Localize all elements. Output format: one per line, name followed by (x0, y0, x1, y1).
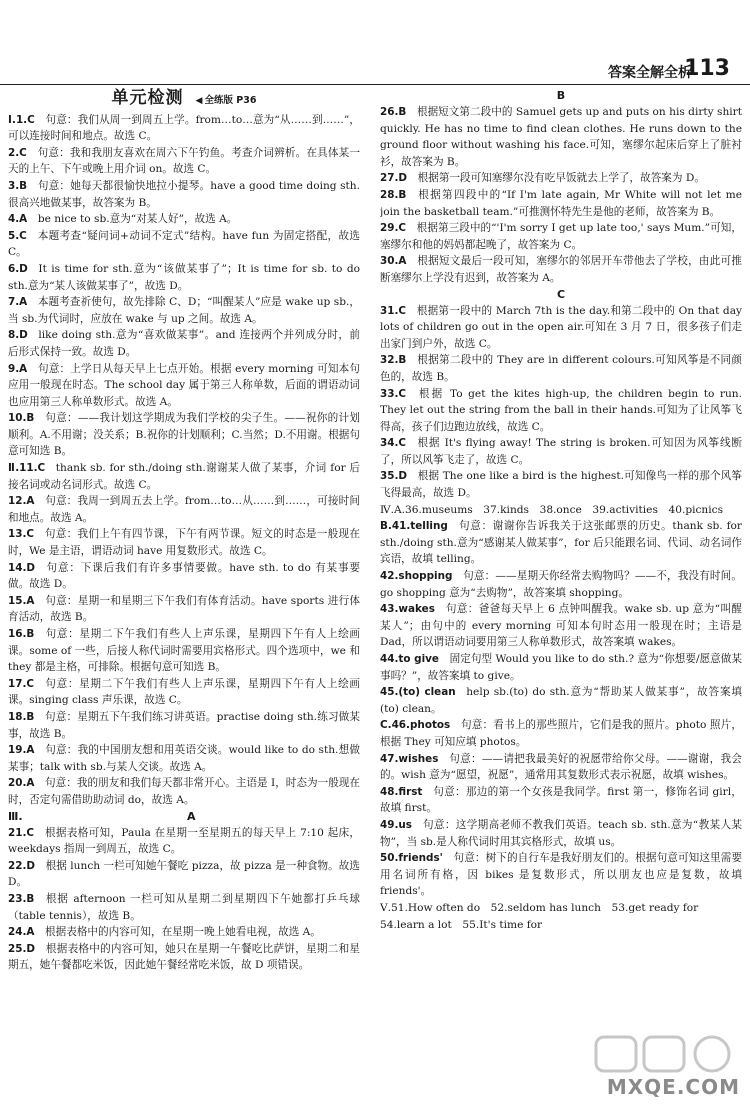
answer-item (8, 460, 360, 493)
answer-explanation: 固定句型 Would you like to do sth.? 意为“你想要/愿意做某事吗？”，故答案填 to give。 (380, 653, 742, 682)
part-number: Ⅲ. (8, 809, 23, 823)
answer-explanation: 根据 To get the kites high-up, the children begin to run. They let out the string from the ball in their hands.可知为了让风筝飞得高，孩子们边跑边放线，故选 C。 (380, 387, 742, 433)
answer-number: 42.shopping (380, 570, 453, 583)
answer-number: Ⅰ.1.C (8, 113, 35, 126)
answer-number: 45.(to) clean (380, 686, 456, 699)
answer-explanation: 句意：上学日从每天早上七点开始。根据 every morning 可知本句应用一般现在时态。The school day 属于第三人称单数，后面的谓语动词也应用第三人称单数形式。故选 A。 (8, 362, 360, 408)
section-title: 单元检测 (111, 88, 184, 108)
answer-number: 14.D (8, 561, 36, 574)
answer-item (380, 601, 742, 651)
answer-item (8, 891, 360, 924)
answer-item (8, 676, 360, 709)
answer-explanation: 根据第四段中的“If I'm late again, Mr White will not let me join the basketball team.”可推测怀特先生是他的老师，故答案为 B。 (380, 188, 742, 218)
answer-number: 26.B (380, 106, 407, 118)
answer-item (8, 112, 360, 145)
answer-number: 27.D (380, 172, 408, 185)
answer-item (8, 560, 360, 593)
answer-item (380, 784, 742, 817)
answer-item (8, 327, 360, 360)
answer-number: 12.A (8, 495, 35, 508)
answer-number: 47.wishes (380, 752, 439, 765)
answer-explanation: 根据 It's flying away! The string is broken.可知因为风筝线断了，所以风筝飞走了，故选 C。 (380, 437, 742, 466)
passage-heading (380, 287, 742, 303)
answer-number: Ⅱ.11.C (8, 462, 46, 475)
answer-number: 15.A (8, 594, 35, 607)
header-title: 答案全解全析 (608, 65, 692, 81)
right-column (380, 88, 742, 1088)
answer-number: 33.C (380, 387, 407, 400)
answer-item (8, 361, 360, 411)
answer-item (380, 684, 742, 717)
answer-explanation: 句意：我和我朋友喜欢在周六下午钓鱼。考查介词辨析。在具体某一天的上午、下午或晚上用介词 on。故选 C。 (8, 146, 360, 176)
answer-number: 43.wakes (380, 603, 435, 616)
answer-line: Ⅳ.A.36.museums 37.kinds 38.once 39.activities 40.picnics (380, 503, 724, 516)
answer-number: 20.A (8, 777, 35, 790)
answer-explanation: It is time for sth.意为“该做某事了”；It is time for sb. to do sth.意为“某人该做某事了”，故选 D。 (8, 262, 360, 292)
answer-item (380, 468, 742, 501)
answer-number: 34.C (380, 437, 407, 450)
answer-item (8, 228, 360, 261)
page-header (0, 0, 750, 90)
edition-tag (196, 93, 257, 110)
answer-explanation: be nice to sb.意为“对某人好”，故选 A。 (37, 213, 238, 226)
answer-number: 4.A (8, 213, 28, 226)
answer-explanation: 句意：谢谢你告诉我关于这张邮票的历史。thank sb. for sth./doing sth.意为“感谢某人做某事”，for 后只能跟名词、代词、动名词作宾语，故填 telling。 (380, 520, 742, 566)
answer-explanation: 句意：我们从周一到周五上学。from…to…意为“从……到……”，可以连接时间和地点。故选 C。 (8, 113, 360, 143)
answer-number: 18.B (8, 710, 35, 723)
answer-number: 25.D (8, 942, 36, 955)
answer-explanation: 句意：我的朋友和我们每天都非常开心。主语是 I，时态为一般现在时，否定句需借助助动词 do，故选 A。 (8, 777, 360, 806)
answer-explanation: 根据 afternoon 一栏可知从星期二到星期四下午她都打乒乓球（table tennis），故选 B。 (8, 892, 360, 922)
answer-item (380, 751, 742, 784)
answer-explanation: 句意：我们上午有四节课，下午有两节课。短文的时态是一般现在时，We 是主语，谓语动词 have 用复数形式。故选 C。 (8, 528, 360, 558)
answer-item (380, 303, 742, 353)
answer-number: 3.B (8, 179, 28, 192)
watermark-text: MXQE.COM (606, 1075, 740, 1099)
answer-explanation: 本题考查“疑问词+动词不定式”结构。have fun 为固定搭配，故选 C。 (8, 229, 360, 259)
answer-number: 49.us (380, 818, 412, 831)
edition-tag-label: 全练版 P36 (204, 95, 257, 106)
answer-number: 44.to give (380, 653, 439, 665)
answer-number: 8.D (8, 329, 28, 342)
answer-item (8, 941, 360, 974)
answer-item (380, 170, 742, 187)
answer-number: 5.C (8, 229, 27, 242)
answer-item (8, 261, 360, 294)
answer-number: 7.A (8, 296, 28, 309)
answer-number: C.46.photos (380, 719, 451, 732)
answer-item (380, 187, 742, 220)
answer-explanation: help sb.(to) do sth.意为“帮助某人做某事”，故答案填(to) clean。 (380, 686, 742, 715)
answer-number: 50.friends' (380, 852, 443, 865)
answer-item (8, 742, 360, 775)
answer-explanation: 句意：看书上的那些照片，它们是我的照片。photo 照片，根据 They 可知应填 photos。 (380, 719, 742, 748)
answer-item (8, 493, 360, 526)
answer-item (380, 352, 742, 385)
answer-number: 31.C (380, 304, 407, 317)
answer-item (380, 717, 742, 750)
answer-explanation: 句意：那边的第一个女孩是我同学。first 第一，修饰名词 girl，故填 first。 (380, 785, 742, 815)
answer-line: Ⅴ.51.How often do 52.seldom has lunch 53.get ready for (380, 901, 699, 914)
answer-number: 21.C (8, 826, 35, 839)
answer-explanation: 句意：我周一到周五去上学。from…to…从……到……，可接时间和地点。故选 A。 (8, 495, 360, 524)
answer-explanation: 根据第一段可知塞缪尔没有吃早饭就去上学了，故答案为 D。 (417, 172, 705, 185)
answer-explanation: 根据表格可知，Paula 在星期一至星期五的每天早上 7:10 起床，weekdays 指周一到周五，故选 C。 (8, 826, 360, 856)
answer-explanation: 句意：这学期高老师不教我们英语。teach sb. sth.意为“教某人某物”，当 sb.是人称代词时用其宾格形式，故填 us。 (380, 818, 742, 848)
answer-number: 2.C (8, 146, 27, 159)
answer-number: 6.D (8, 262, 28, 275)
answer-number: 16.B (8, 628, 35, 640)
answer-item (380, 253, 742, 286)
answer-number: 35.D (380, 470, 408, 483)
answer-item (380, 850, 742, 900)
answer-explanation: 句意：我的中国朋友想和用英语交谈。would like to do sth.想做某事；talk with sb.与某人交谈。故选 A。 (8, 744, 360, 773)
answer-explanation: 根据第二段中的 They are in different colours.可知风筝是不同颜色的，故选 B。 (380, 354, 742, 383)
answer-explanation: 句意：下课后我们有许多事情要做。have sth. to do 有某事要做。故选 D。 (8, 561, 360, 591)
answer-item (8, 593, 360, 626)
answer-number: 48.first (380, 785, 423, 798)
passage-heading (380, 88, 742, 104)
answer-explanation: 句意：星期二下午我们有些人上声乐课，星期四下午有人上绘画课。some of 一些，后接人称代词时需要用宾格形式。四个选项中，we 和 they 都是主格，可排除。根据句意可知选 B。 (8, 628, 360, 674)
answer-explanation: 根据第三段中的“'I'm sorry I get up late too,' says Mum.”可知，塞缪尔和他的妈妈都起晚了，故答案为 C。 (380, 222, 742, 251)
answer-number: 29.C (380, 222, 407, 235)
answer-item (8, 178, 360, 211)
answer-explanation: 根据 lunch 一栏可知她午餐吃 pizza，故 pizza 是一种食物。故选 D。 (8, 859, 360, 889)
answer-explanation: 句意：星期二下午我们有些人上声乐课，星期四下午有人上绘画课。singing class 声乐课，故选 C。 (8, 677, 360, 707)
answer-explanation: 句意：爸爸每天早上 6 点钟叫醒我。wake sb. up 意为“叫醒某人”；由句中的 every morning 可知本句时态用一般现在时；主语是 Dad，所以谓语动词要用第三人称单数形式，故答案填 wakes。 (380, 603, 742, 649)
answer-item (8, 294, 360, 327)
answer-number: 23.B (8, 892, 35, 905)
answer-number: 28.B (380, 188, 407, 201)
answer-number: 17.C (8, 677, 35, 690)
answer-explanation: like doing sth.意为“喜欢做某事”。and 连接两个并列成分时，前后形式保持一致。故选 D。 (8, 329, 360, 358)
answer-explanation: 根据短文第二段中的 Samuel gets up and puts on his dirty shirt quickly. He has no time to find clean clothes. He runs down to the ground floor without washing his face.可知，塞缪尔起床后穿上了脏衬衫，故答案为 B。 (380, 106, 742, 168)
answer-explanation: 根据表格中的内容可知，在星期一晚上她看电视，故选 A。 (45, 926, 321, 939)
answer-item (8, 709, 360, 742)
answer-item (8, 526, 360, 559)
answer-item (380, 817, 742, 850)
answer-number: 22.D (8, 859, 36, 872)
section-heading (8, 90, 360, 110)
answer-number: 30.A (380, 255, 407, 268)
answer-explanation: 根据表格中的内容可知，她只在星期一午餐吃比萨饼，星期二和星期五，她午餐都吃米饭，因此她午餐经常吃米饭，故 D 项错误。 (8, 942, 360, 972)
answer-item (8, 145, 360, 178)
passage-heading (8, 809, 360, 825)
answer-item (380, 220, 742, 253)
answer-item (8, 626, 360, 676)
answer-item (8, 825, 360, 858)
answer-number: 24.A (8, 926, 35, 939)
answer-number: 9.A (8, 362, 28, 375)
answer-explanation: thank sb. for sth./doing sth.谢谢某人做了某事，介词 for 后接名词或动名词形式。故选 C。 (8, 462, 360, 491)
answer-explanation: 句意：——星期天你经常去购物吗？——不，我没有时间。go shopping 意为“去购物”，故答案填 shopping。 (380, 570, 742, 599)
answer-number: 10.B (8, 412, 35, 425)
left-column (8, 88, 360, 1103)
answer-explanation: 句意：树下的自行车是我好朋友们的。根据句意可知这里需要用名词所有格，因 bikes 是复数形式，所以朋友也应是复数，故填 friends'。 (380, 852, 742, 898)
answer-item (8, 775, 360, 808)
answer-item (380, 104, 742, 170)
answer-item (8, 858, 360, 891)
answer-explanation: 句意：她每天都很愉快地拉小提琴。have a good time doing sth.很高兴地做某事，故答案为 B。 (8, 179, 360, 209)
answer-number: 13.C (8, 528, 35, 541)
header-rule (0, 84, 750, 85)
answer-item (380, 568, 742, 601)
answer-item (8, 211, 360, 228)
answer-explanation: 句意：——请把我最美好的祝愿带给你父母。——谢谢，我会的。wish 意为“愿望，祝愿”，通常用其复数形式表示祝愿，故填 wishes。 (380, 752, 742, 782)
answer-item (8, 410, 360, 460)
answer-item (8, 924, 360, 941)
answer-explanation: 根据短文最后一段可知，塞缪尔的邻居开车带他去了学校，由此可推断塞缪尔上学没有迟到，故答案为 A。 (380, 255, 742, 284)
answer-item (380, 435, 742, 468)
answer-explanation: 句意：星期五下午我们练习讲英语。practise doing sth.练习做某事，故选 B。 (8, 710, 360, 740)
answer-number: 19.A (8, 744, 35, 757)
answer-explanation: 根据第一段中的 March 7th is the day.和第二段中的 On that day lots of children go out in the open air.可知在 3 月 7 日，很多孩子们走出家门到户外，故选 C。 (380, 304, 742, 350)
answer-explanation: 本题考查祈使句，故先排除 C、D；“叫醒某人”应是 wake up sb.，当 sb.为代词时，应放在 wake 与 up 之间。故选 A。 (8, 296, 360, 325)
answer-explanation: 句意：——我计划这学期成为我们学校的尖子生。——祝你的计划顺利。A.不用谢；没关系；B.祝你的计划顺利；C.当然；D.不用谢。根据句意可知选 B。 (8, 412, 360, 458)
passage-label: B (556, 89, 566, 102)
answer-item (380, 518, 742, 568)
answer-number: B.41.telling (380, 520, 448, 533)
answer-line: 54.learn a lot 55.It's time for (380, 918, 543, 931)
answer-explanation: 句意：星期一和星期三下午我们有体育活动。have sports 进行体育活动，故选 B。 (8, 594, 360, 624)
passage-label: C (556, 287, 566, 301)
answer-item (380, 386, 742, 436)
answer-item (380, 651, 742, 684)
answer-number: 32.B (380, 354, 407, 367)
answer-explanation: 根据 The one like a bird is the highest.可知像鸟一样的那个风筝飞得最高，故选 D。 (380, 470, 742, 500)
arrow-icon: ◀ (195, 96, 203, 106)
page-number: 113 (684, 56, 730, 81)
passage-label: A (187, 809, 196, 823)
